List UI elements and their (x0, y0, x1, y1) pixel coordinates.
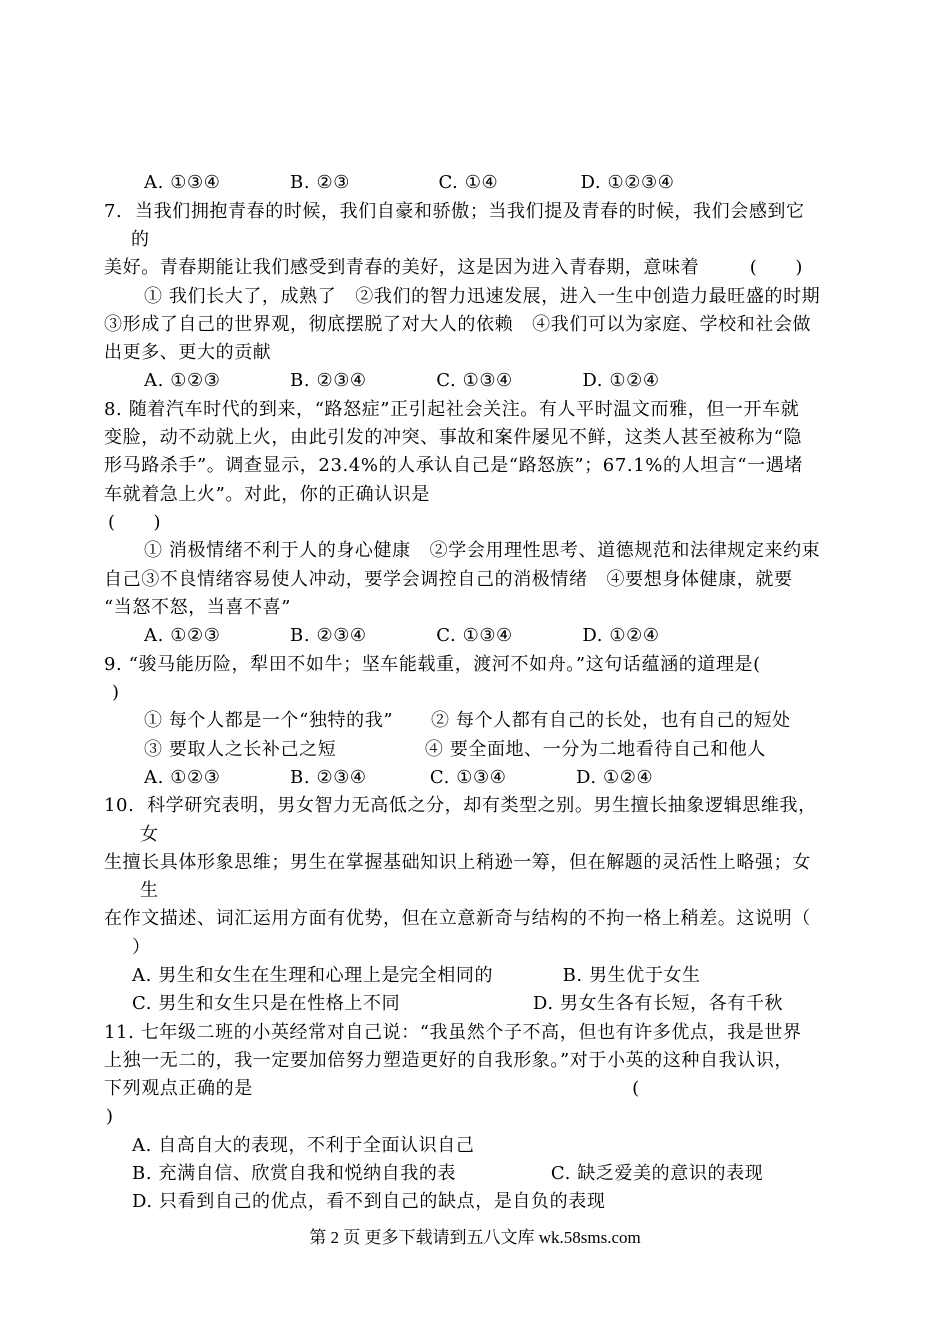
q11-option-a: A. 自高自大的表现，不利于全面认识自己 (132, 1135, 475, 1156)
q8-statement-line1: ① 消极情绪不利于人的身心健康 ②学会用理性思考、道德规范和法律规定来约束 (144, 540, 821, 561)
q11-option-d: D. 只看到自己的优点，看不到自己的缺点，是自负的表现 (132, 1191, 606, 1212)
q8-statement-line3: “当怒不怒，当喜不喜” (104, 597, 292, 618)
q9-stem-line1: 9. “骏马能历险，犁田不如牛；坚车能载重，渡河不如舟。”这句话蕴涵的道理是( (104, 654, 761, 675)
q8-answer-blank: ( ) (108, 512, 162, 533)
q6-options: A. ①③④ B. ②③ C. ①④ D. ①②③④ (144, 172, 675, 193)
q7-statement-line1: ① 我们长大了，成熟了 ②我们的智力迅速发展，进入一生中创造力最旺盛的时期 (144, 286, 821, 307)
q10-stem-line5: 在作文描述、词汇运用方面有优势，但在立意新奇与结构的不拘一格上稍差。这说明（ (104, 908, 811, 929)
q9-statement-line2: ③ 要取人之长补己之短 ④ 要全面地、一分为二地看待自己和他人 (144, 739, 766, 760)
q10-options-cd: C. 男生和女生只是在性格上不同 D. 男女生各有长短，各有千秋 (132, 993, 784, 1014)
q11-stem-line2: 上独一无二的，我一定要加倍努力塑造更好的自我形象。”对于小英的这种自我认识， (104, 1050, 793, 1071)
q11-stem-line3: 下列观点正确的是 ( (104, 1078, 640, 1099)
q8-statement-line2: 自己③不良情绪容易使人冲动，要学会调控自己的消极情绪 ④要想身体健康，就要 (104, 569, 793, 590)
q7-stem-line2: 的 (131, 229, 150, 250)
q8-stem-line4: 车就着急上火”。对此，你的正确认识是 (104, 484, 431, 505)
q10-stem-line2: 女 (140, 824, 159, 845)
q10-stem-line6: ） (132, 937, 151, 958)
q7-statement-line2: ③形成了自己的世界观，彻底摆脱了对大人的依赖 ④我们可以为家庭、学校和社会做 (104, 314, 812, 335)
q8-stem-line2: 变脸，动不动就上火，由此引发的冲突、事故和案件屡见不鲜，这类人甚至被称为“隐 (104, 427, 802, 448)
q7-statement-line3: 出更多、更大的贡献 (104, 342, 272, 363)
q11-options-bc: B. 充满自信、欣赏自我和悦纳自我的表 C. 缺乏爱美的意识的表现 (132, 1163, 764, 1184)
q7-options: A. ①②③ B. ②③④ C. ①③④ D. ①②④ (144, 370, 660, 391)
q9-statement-line1: ① 每个人都是一个“独特的我” ② 每个人都有自己的长处，也有自己的短处 (144, 710, 791, 731)
q11-stem-line1: 11. 七年级二班的小英经常对自己说：“我虽然个子不高，但也有许多优点，我是世界 (104, 1022, 802, 1043)
q9-stem-line2: ) (112, 682, 120, 703)
q8-stem-line3: 形马路杀手”。调查显示，23.4%的人承认自己是“路怒族”；67.1%的人坦言“一遇堵 (104, 455, 803, 476)
q8-stem-line1: 8. 随着汽车时代的到来，“路怒症”正引起社会关注。有人平时温文而雅，但一开车就 (104, 399, 800, 420)
q9-options: A. ①②③ B. ②③④ C. ①③④ D. ①②④ (144, 767, 654, 788)
q10-stem-line3: 生擅长具体形象思维；男生在掌握基础知识上稍逊一筹，但在解题的灵活性上略强；女 (104, 852, 811, 873)
page-footer: 第 2 页 更多下载请到五八文库 wk.58sms.com (309, 1228, 641, 1247)
q7-stem-line1: 7. 当我们拥抱青春的时候，我们自豪和骄傲；当我们提及青春的时候，我们会感到它 (104, 201, 805, 222)
q7-stem-line3: 美好。青春期能让我们感受到青春的美好，这是因为进入青春期，意味着 ( ) (104, 257, 803, 278)
q10-stem-line4: 生 (140, 880, 159, 901)
q10-stem-line1: 10. 科学研究表明，男女智力无高低之分，却有类型之别。男生擅长抽象逻辑思维我， (104, 795, 817, 816)
q10-options-ab: A. 男生和女生在生理和心理上是完全相同的 B. 男生优于女生 (132, 965, 701, 986)
q11-stem-line4: ) (106, 1106, 114, 1127)
q8-options: A. ①②③ B. ②③④ C. ①③④ D. ①②④ (144, 625, 660, 646)
